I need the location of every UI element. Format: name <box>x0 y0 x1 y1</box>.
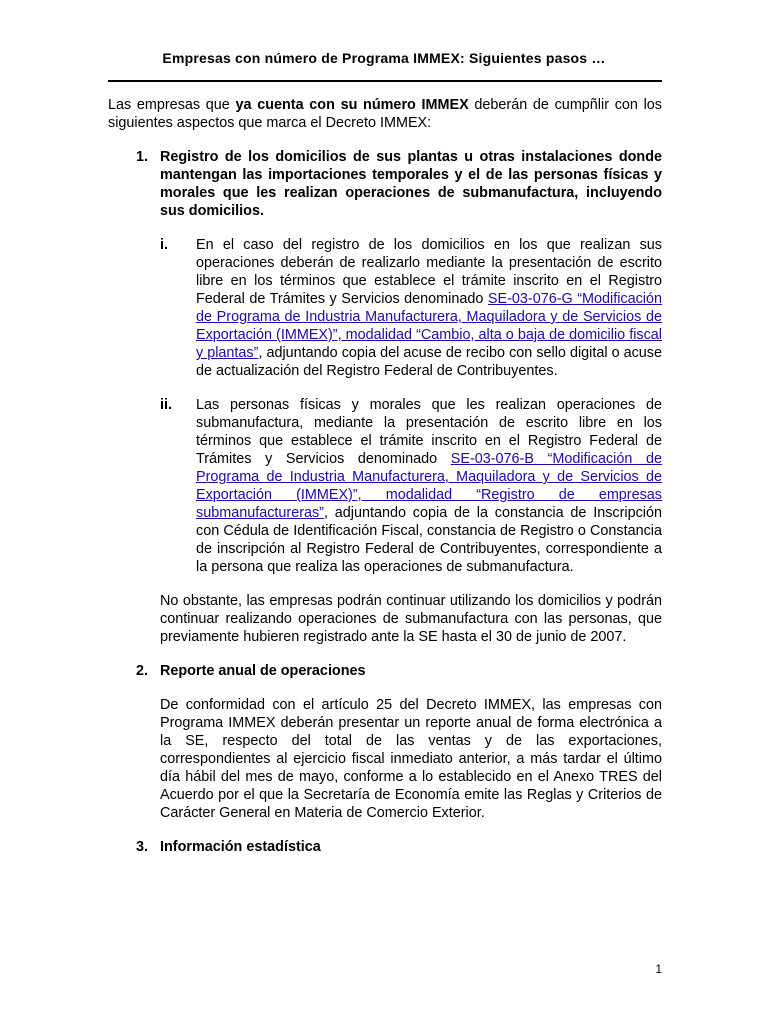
subitem-i <box>160 236 662 380</box>
subitem-text-part: , adjuntando copia del acuse de recibo con sello digital o acuse de actualización del Registro Federal de Contribuyentes. <box>196 345 663 379</box>
item-number: 3. <box>136 839 149 855</box>
subitem-text-part: En el caso del registro de los domicilios en los que realizan sus operaciones deberán de realizarlo mediante la presentación de escrito libre en los términos que establece el trámite inscrito en el Registro Federal de Trámites y Servicios denominado <box>196 237 662 307</box>
subitem-ii <box>160 396 662 576</box>
procedure-link-se-03-076-b[interactable]: SE-03-076-B “Modificación de Programa de Industria Manufacturera, Maquiladora y de Servicios de Exportación (IMMEX)”, modalidad “Registro de empresas submanufactureras” <box>196 451 662 521</box>
subitem-text <box>196 396 662 576</box>
page-title: Empresas con número de Programa IMMEX: Siguientes pasos … <box>162 50 606 66</box>
item-heading: Registro de los domicilios de sus plantas u otras instalaciones donde mantengan las importaciones temporales y el de las personas físicas y morales que les realizan operaciones de submanufactura, incluyendo sus domicilios. <box>160 149 662 219</box>
item-number: 2. <box>136 663 149 679</box>
intro-text-2: deberán de cumpñlir con los siguientes aspectos que marca el Decreto IMMEX: <box>108 97 662 131</box>
intro-text-1: Las empresas que <box>108 97 236 113</box>
subitem-text <box>196 236 662 380</box>
header-divider <box>108 80 662 82</box>
intro-bold: ya cuenta con su número IMMEX <box>235 97 469 113</box>
list-item-3 <box>108 838 662 856</box>
item-heading: Información estadística <box>160 839 321 855</box>
procedure-link-se-03-076-g[interactable]: SE-03-076-G “Modificación de Programa de Industria Manufacturera, Maquiladora y de Servicios de Exportación (IMMEX)”, modalidad “Cambio, alta o baja de domicilio fiscal y plantas” <box>196 291 663 361</box>
intro-paragraph <box>108 96 662 132</box>
list-item-2 <box>108 662 662 822</box>
item-note: No obstante, las empresas podrán continuar utilizando los domicilios y podrán continuar realizando operaciones de submanufactura con las personas, que previamente hubieren registrado ante la SE hasta el 30 de junio de 2007. <box>160 593 662 645</box>
item-body: De conformidad con el artículo 25 del Decreto IMMEX, las empresas con Programa IMMEX deberán presentar un reporte anual de forma electrónica a la SE, respecto del total de las ventas y de las exportaciones, correspondientes al ejercicio fiscal inmediato anterior, a más tardar el último día hábil del mes de mayo, conforme a lo establecido en el Anexo TRES del Acuerdo por el que la Secretaría de Economía emite las Reglas y Criterios de Carácter General en Materia de Comercio Exterior. <box>160 697 662 821</box>
document-body <box>108 96 662 856</box>
subitem-number: ii. <box>160 397 172 413</box>
subitem-number: i. <box>160 237 168 253</box>
subitem-text-part: , adjuntando copia de la constancia de Inscripción con Cédula de Identificación Fiscal, constancia de Registro o Constancia de inscripción al Registro Federal de Contribuyentes, correspondiente a la persona que realiza las operaciones de submanufactura. <box>196 505 662 575</box>
list-item-1 <box>108 148 662 646</box>
item-number: 1. <box>136 149 149 165</box>
item-heading: Reporte anual de operaciones <box>160 663 366 679</box>
subitem-text-part: Las personas físicas y morales que les realizan operaciones de submanufactura, mediante la presentación de escrito libre en los términos que establece el trámite inscrito en el Registro Federal de Trámites y Servicios denominado <box>196 397 662 467</box>
page-number: 1 <box>655 962 662 976</box>
